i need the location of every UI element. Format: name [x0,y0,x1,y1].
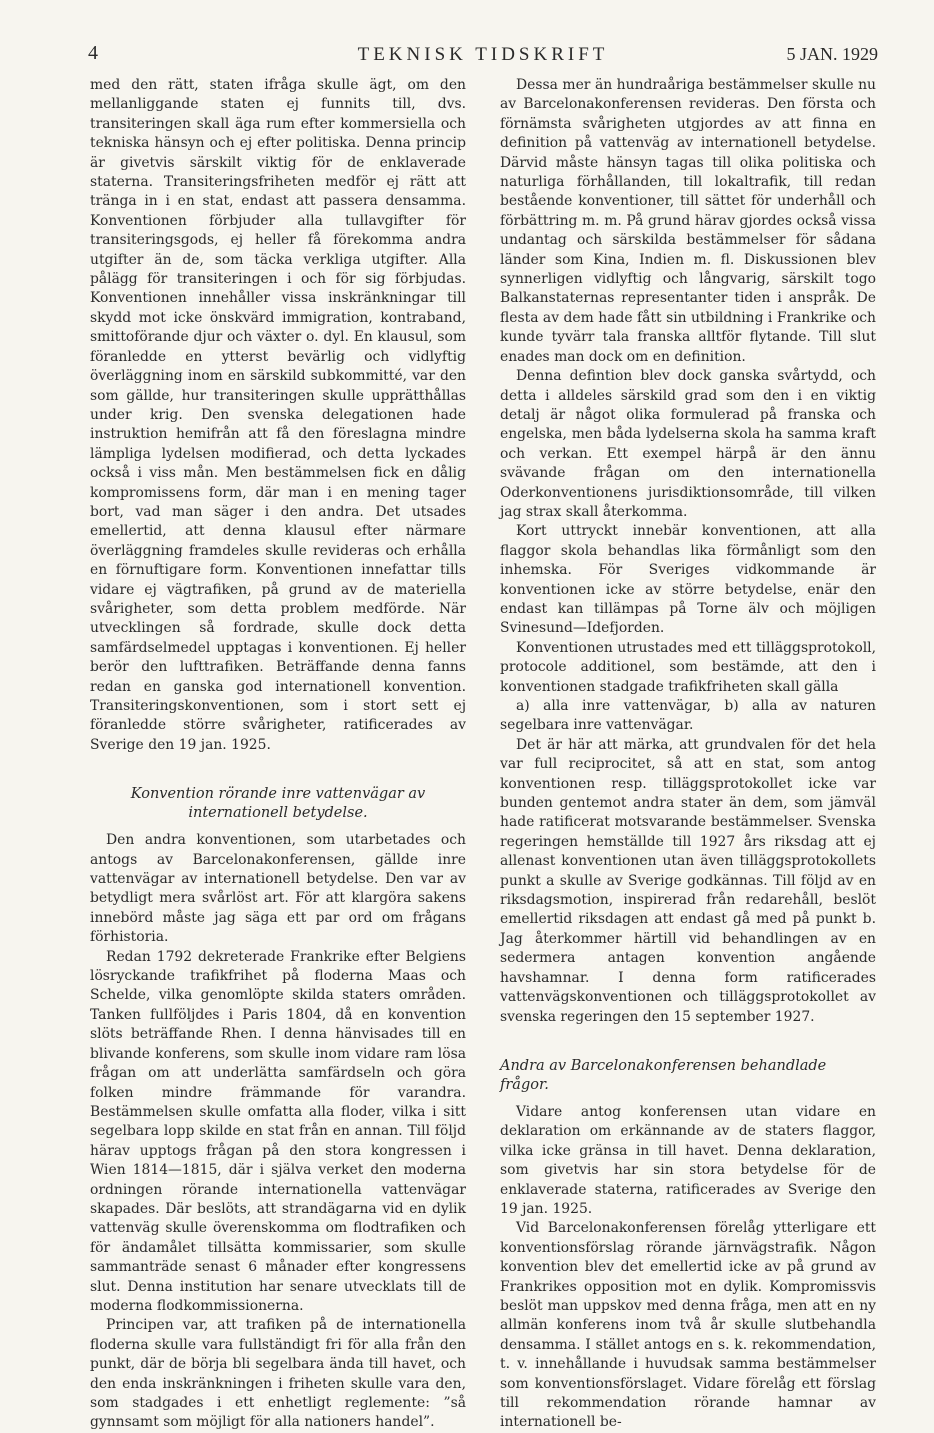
section-heading: Konvention rörande inre vattenvägar av internationell betydelse. [130,786,426,822]
left-column [90,76,466,1433]
paragraph: Den andra konventionen, som utarbetades och antogs av Barcelonakonferensen, gällde inre vattenvägar av internationell betydelse. Den var av betydligt mera svårlöst art. För att klargöra sakens innebörd måste jag säga ett par ord om frågans förhistoria. [90,832,466,946]
paragraph: Vidare antog konferensen utan vidare en deklaration om erkännande av de staters flaggor, vilka icke gränsa in till havet. Denna deklaration, som givetvis har sin stora betydelse för de enklaverade staterna, ratificerades av Sverige den 19 jan. 1925. [500,1103,876,1217]
page-number: 4 [88,42,98,64]
paragraph: Det är här att märka, att grundvalen för det hela var full reciprocitet, så att en stat, som antog konventionen resp. tilläggsprotokollet icke var bunden gentemot andra stater än dem, som jämväl hade ratificerat motsvarande bestämmelser. Svenska regeringen hemställde till 1927 års riksdag att ej allenast konventionen utan även tilläggsprotokollets punkt a skulle av Sverige godkännas. Till följd av en riksdagsmotion, inspirerad från redarehåll, beslöt emellertid riksdagen att endast gå med på punkt b. Jag återkommer härtill vid behandlingen av en sedermera antagen konvention angående havshamnar. I denna form ratificerades vattenvägskonventionen och tilläggsprotokollet av svenska regeringen den 15 september 1927. [500,736,876,1025]
journal-title: TEKNISK TIDSKRIFT [357,44,609,65]
paragraph: a) alla inre vattenvägar, b) alla av naturen segelbara inre vattenvägar. [500,698,876,734]
paragraph: Dessa mer än hundraåriga bestämmelser skulle nu av Barcelonakonferensen revideras. Den första och förnämsta svårigheten utgjordes av att finna en definition på vattenväg av internationell betydelse. Därvid måste hänsyn tagas till olika politiska och naturliga förhållanden, till lokaltrafik, till redan bestående konventioner, till sättet för underhåll och förbättring m. m. På grund härav gjordes också vissa undantag och särskilda bestämmelser för sådana länder som Kina, Indien m. fl. Diskussionen blev synnerligen vidlyftig och långvarig, särskilt togo Balkanstaternas representanter tiden i anspråk. De flesta av dem hade fått sin utbildning i Frankrike och kunde tyvärr tala franska alltför flytande. Till slut enades man dock om en definition. [500,77,876,365]
section-heading: Andra av Barcelonakonferensen behandlade frågor. [500,1057,827,1093]
issue-date: 5 JAN. 1929 [786,44,878,64]
paragraph: Konventionen utrustades med ett tilläggsprotokoll, protocole additionel, som bestämde, att den i konventionen stadgade trafikfriheten skall gälla [500,639,876,695]
paragraph: Denna defintion blev dock ganska svårtydd, och detta i alldeles särskild grad som den i en viktig detalj är något olika formulerad på franska och engelska, men båda lydelserna skola ha samma kraft och verkan. Ett exempel härpå är den ännu svävande frågan om den internationella Oderkonventionens jurisdiktionsområde, till vilken jag strax skall återkomma. [500,368,876,520]
paragraph: Vid Barcelonakonferensen förelåg ytterligare ett konventionsförslag rörande järnvägstrafik. Någon konvention blev det emellertid icke av på grund av Frankrikes opposition mot en dylik. Kompromissvis beslöt man uppskov med denna fråga, men att en ny allmän konferens inom två år skulle slutbehandla densamma. I stället antogs en s. k. rekommendation, t. v. innehållande i huvudsak samma bestämmelser som konventionsförslaget. Vidare förelåg ett förslag till rekommendation rörande hamnar av internationell be- [500,1220,876,1431]
running-header [88,42,878,70]
paragraph: med den rätt, staten ifråga skulle ägt, om den mellanliggande staten ej funnits till, dvs. transiteringen skall äga rum efter kommersiella och tekniska hänsyn och ej efter politiska. Denna princip är givetvis särskilt viktig för de enklaverade staterna. Transiteringsfriheten medför ej rätt att tränga in i en stat, endast att passera densamma. Konventionen förbjuder alla tullavgifter för transiteringsgods, ej heller få förekomma andra utgifter än de, som täcka verkliga utgifter. Alla pålägg för transiteringen i och för sig förbjudas. Konventionen innehåller vissa inskränkningar till skydd mot icke önskvärd immigration, kontraband, smittoförande djur och växter o. dyl. En klausul, som föranledde en ytterst bevärlig och vidlyftig överläggning inom en särskild subkommitté, var den som gällde, hur transiteringen skulle upprätthållas under krig. Den svenska delegationen hade instruktion hemifrån att få den föreslagna mindre lämpliga lydelsen modifierad, och detta lyckades också i viss mån. Men bestämmelsen fick en dålig kompromissens form, där man i en mening tager bort, vad man säger i den andra. Det utsades emellertid, att denna klausul efter närmare överläggning framdeles skulle revideras och erhålla en förnuftigare form. Konventionen innefattar tills vidare ej vägtrafiken, på grund av de materiella svårigheter, som detta problem medförde. När utvecklingen så fordrade, skulle dock detta samfärdselmedel upptagas i konventionen. Ej heller berör den lufttrafiken. Beträffande denna fanns redan en ganska god internationell konvention. Transiteringskonventionen, som i stort sett ej föranledde större svårigheter, ratificerades av Sverige den 19 jan. 1925. [90,77,466,753]
right-column [500,76,876,1433]
paragraph: Principen var, att trafiken på de internationella floderna skulle vara fullständigt fri för alla från den punkt, där de börja bli segelbara ända till havet, och den enda inskränkningen i friheten skulle vara den, som stadgades i ett enhetligt reglemente: ”så gynnsamt som möjligt för alla nationers handel”. [90,1317,466,1431]
paragraph: Kort uttryckt innebär konventionen, att alla flaggor skola behandlas lika förmånligt som den inhemska. För Sveriges vidkommande är konventionen icke av större betydelse, enär den endast kan tillämpas på Torne älv och möjligen Svinesund—Idefjorden. [500,523,876,637]
paragraph: Redan 1792 dekreterade Frankrike efter Belgiens lösryckande trafikfrihet på floderna Maas och Schelde, vilka genomlöpte skilda staters områden. Tanken fullföljdes i Paris 1804, då en konvention slöts beträffande Rhen. I denna hänvisades till en blivande konferens, som skulle inom vidare ram lösa frågan om att underlätta samfärdseln och göra folken mindre främmande för varandra. Bestämmelsen skulle omfatta alla floder, vilka i sitt segelbara lopp skilde en stat från en annan. Till följd härav upptogs frågan på den stora kongressen i Wien 1814—1815, där i själva verket den moderna ordningen rörande internationella vattenvägar skapades. Där beslöts, att strandägarna vid en dylik vattenväg skulle överenskomma om flodtrafiken och för ändamålet tillsätta kommissarier, som skulle sammanträde senast 6 månader efter kongressens slut. Denna institution har senare utvecklats till de moderna flodkommissionerna. [90,948,466,1314]
